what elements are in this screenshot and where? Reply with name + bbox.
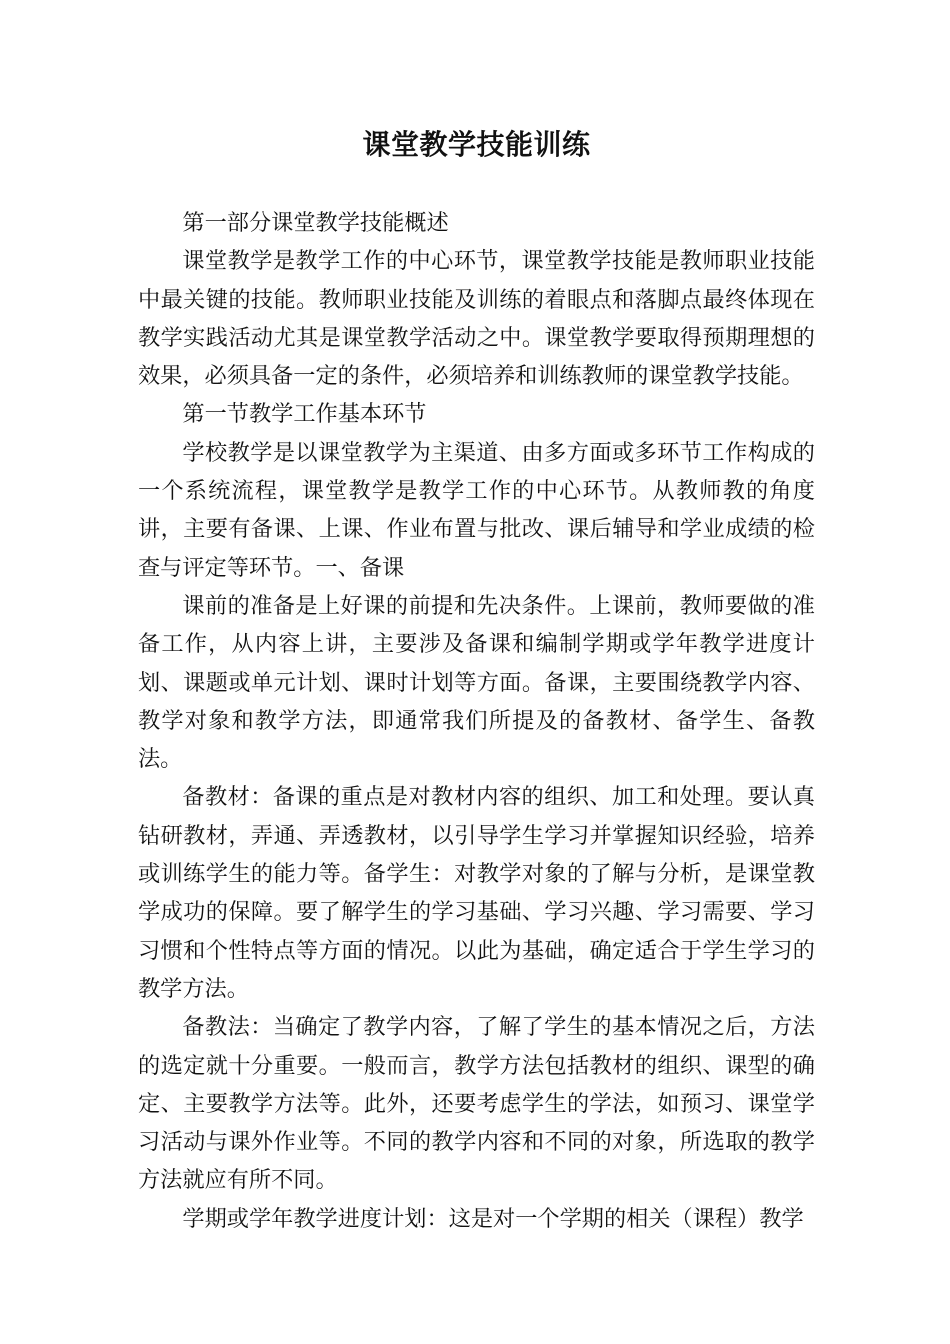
document-body	[138, 204, 815, 1238]
paragraph-prepare-methods: 备教法：当确定了教学内容，了解了学生的基本情况之后，方法的选定就十分重要。一般而言，教学方法包括教材的组织、课型的确定、主要教学方法等。此外，还要考虑学生的学法，如预习、课堂学习活动与课外作业等。不同的教学内容和不同的对象，所选取的教学方法就应有所不同。	[138, 1014, 815, 1194]
paragraph-semester-plan: 学期或学年教学进度计划：这是对一个学期的相关（课程）教学	[182, 1205, 804, 1232]
paragraph-prepare-materials: 备教材：备课的重点是对教材内容的组织、加工和处理。要认真钻研教材，弄通、弄透教材，以引导学生学习并掌握知识经验，培养或训练学生的能力等。备学生：对教学对象的了解与分析，是课堂教学成功的保障。要了解学生的学习基础、学习兴趣、学习需要、学习习惯和个性特点等方面的情况。以此为基础，确定适合于学生学习的教学方法。	[138, 784, 815, 1002]
document-title: 课堂教学技能训练	[362, 128, 591, 161]
section-heading-section-one: 第一节教学工作基本环节	[182, 401, 427, 428]
paragraph-teaching-process: 学校教学是以课堂教学为主渠道、由多方面或多环节工作构成的一个系统流程，课堂教学是教学工作的中心环节。从教师教的角度讲，主要有备课、上课、作业布置与批改、课后辅导和学业成绩的检查与评定等环节。一、备课	[138, 439, 815, 581]
section-heading-part-one: 第一部分课堂教学技能概述	[182, 210, 449, 236]
paragraph-lesson-preparation: 课前的准备是上好课的前提和先决条件。上课前，教师要做的准备工作，从内容上讲，主要涉及备课和编制学期或学年教学进度计划、课题或单元计划、课时计划等方面。备课，主要围绕教学内容、教学对象和教学方法，即通常我们所提及的备教材、备学生、备教法。	[138, 592, 815, 773]
paragraph-intro: 课堂教学是教学工作的中心环节，课堂教学技能是教师职业技能中最关键的技能。教师职业技能及训练的着眼点和落脚点最终体现在教学实践活动尤其是课堂教学活动之中。课堂教学要取得预期理想的效果，必须具备一定的条件，必须培养和训练教师的课堂教学技能。	[138, 248, 815, 390]
